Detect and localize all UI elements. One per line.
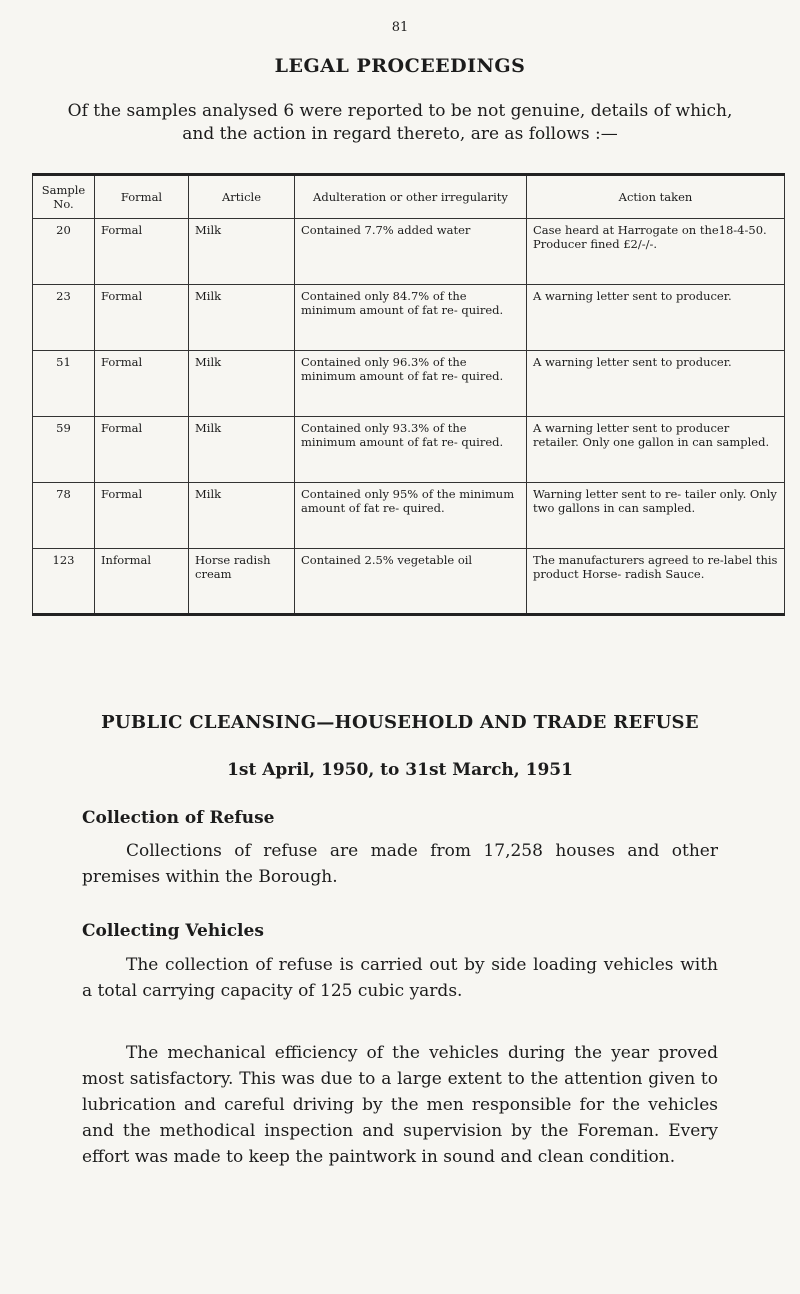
header-article: Article bbox=[189, 175, 295, 219]
cell-sample-no: 23 bbox=[33, 285, 95, 351]
collection-paragraph: Collections of refuse are made from 17,258 houses and other premises within the Borough. bbox=[82, 841, 718, 887]
cell-action: The manufacturers agreed to re-label this product Horse- radish Sauce. bbox=[527, 549, 785, 615]
header-sample-no: Sample No. bbox=[33, 175, 95, 219]
cell-article: Milk bbox=[189, 483, 295, 549]
cell-formal: Formal bbox=[95, 483, 189, 549]
header-formal: Formal bbox=[95, 175, 189, 219]
vehicles-heading: Collecting Vehicles bbox=[82, 921, 264, 941]
collection-heading: Collection of Refuse bbox=[82, 808, 275, 828]
cell-action: Case heard at Harrogate on the18-4-50. Producer fined £2/-/-. bbox=[527, 219, 785, 285]
table-row bbox=[33, 219, 785, 285]
proceedings-table bbox=[32, 173, 785, 616]
cell-action: A warning letter sent to producer retailer. Only one gallon in can sampled. bbox=[527, 417, 785, 483]
cell-irregularity: Contained only 96.3% of the minimum amount of fat re- quired. bbox=[295, 351, 527, 417]
cell-irregularity: Contained only 95% of the minimum amount of fat re- quired. bbox=[295, 483, 527, 549]
cell-irregularity: Contained 7.7% added water bbox=[295, 219, 527, 285]
table-row bbox=[33, 351, 785, 417]
period-subtitle: 1st April, 1950, to 31st March, 1951 bbox=[227, 760, 573, 780]
cell-sample-no: 78 bbox=[33, 483, 95, 549]
header-action-taken: Action taken bbox=[527, 175, 785, 219]
cell-action: Warning letter sent to re- tailer only. Only two gallons in can sampled. bbox=[527, 483, 785, 549]
intro-paragraph: Of the samples analysed 6 were reported to be not genuine, details of which, and the action in regard thereto, are as follows :— bbox=[67, 101, 733, 144]
table-row bbox=[33, 285, 785, 351]
cell-article: Milk bbox=[189, 417, 295, 483]
cell-sample-no: 51 bbox=[33, 351, 95, 417]
cell-formal: Formal bbox=[95, 351, 189, 417]
legal-proceedings-title: LEGAL PROCEEDINGS bbox=[274, 55, 526, 77]
table-row bbox=[33, 549, 785, 615]
vehicles-paragraph-2: The mechanical efficiency of the vehicles during the year proved most satisfactory. This was due to a large extent to the attention given to lubrication and careful driving by the men responsible for the vehicles and the methodical inspection and supervision by the Foreman. Every effort was made to keep the paintwork in sound and clean condition. bbox=[82, 1043, 718, 1167]
public-cleansing-title: PUBLIC CLEANSING—HOUSEHOLD AND TRADE REFUSE bbox=[101, 712, 699, 733]
cell-formal: Formal bbox=[95, 285, 189, 351]
cell-action: A warning letter sent to producer. bbox=[527, 351, 785, 417]
cell-sample-no: 20 bbox=[33, 219, 95, 285]
cell-formal: Informal bbox=[95, 549, 189, 615]
cell-sample-no: 59 bbox=[33, 417, 95, 483]
cell-formal: Formal bbox=[95, 417, 189, 483]
cell-sample-no: 123 bbox=[33, 549, 95, 615]
cell-action: A warning letter sent to producer. bbox=[527, 285, 785, 351]
page-number: 81 bbox=[391, 20, 409, 35]
cell-irregularity: Contained 2.5% vegetable oil bbox=[295, 549, 527, 615]
cell-article: Milk bbox=[189, 219, 295, 285]
cell-article: Milk bbox=[189, 351, 295, 417]
cell-irregularity: Contained only 84.7% of the minimum amount of fat re- quired. bbox=[295, 285, 527, 351]
cell-irregularity: Contained only 93.3% of the minimum amount of fat re- quired. bbox=[295, 417, 527, 483]
table-row bbox=[33, 483, 785, 549]
vehicles-paragraph-1: The collection of refuse is carried out by side loading vehicles with a total carrying capacity of 125 cubic yards. bbox=[82, 955, 718, 1001]
cell-article: Horse radish cream bbox=[189, 549, 295, 615]
table-header-row bbox=[33, 175, 785, 219]
table-row bbox=[33, 417, 785, 483]
cell-formal: Formal bbox=[95, 219, 189, 285]
cell-article: Milk bbox=[189, 285, 295, 351]
header-adulteration: Adulteration or other irregularity bbox=[295, 175, 527, 219]
